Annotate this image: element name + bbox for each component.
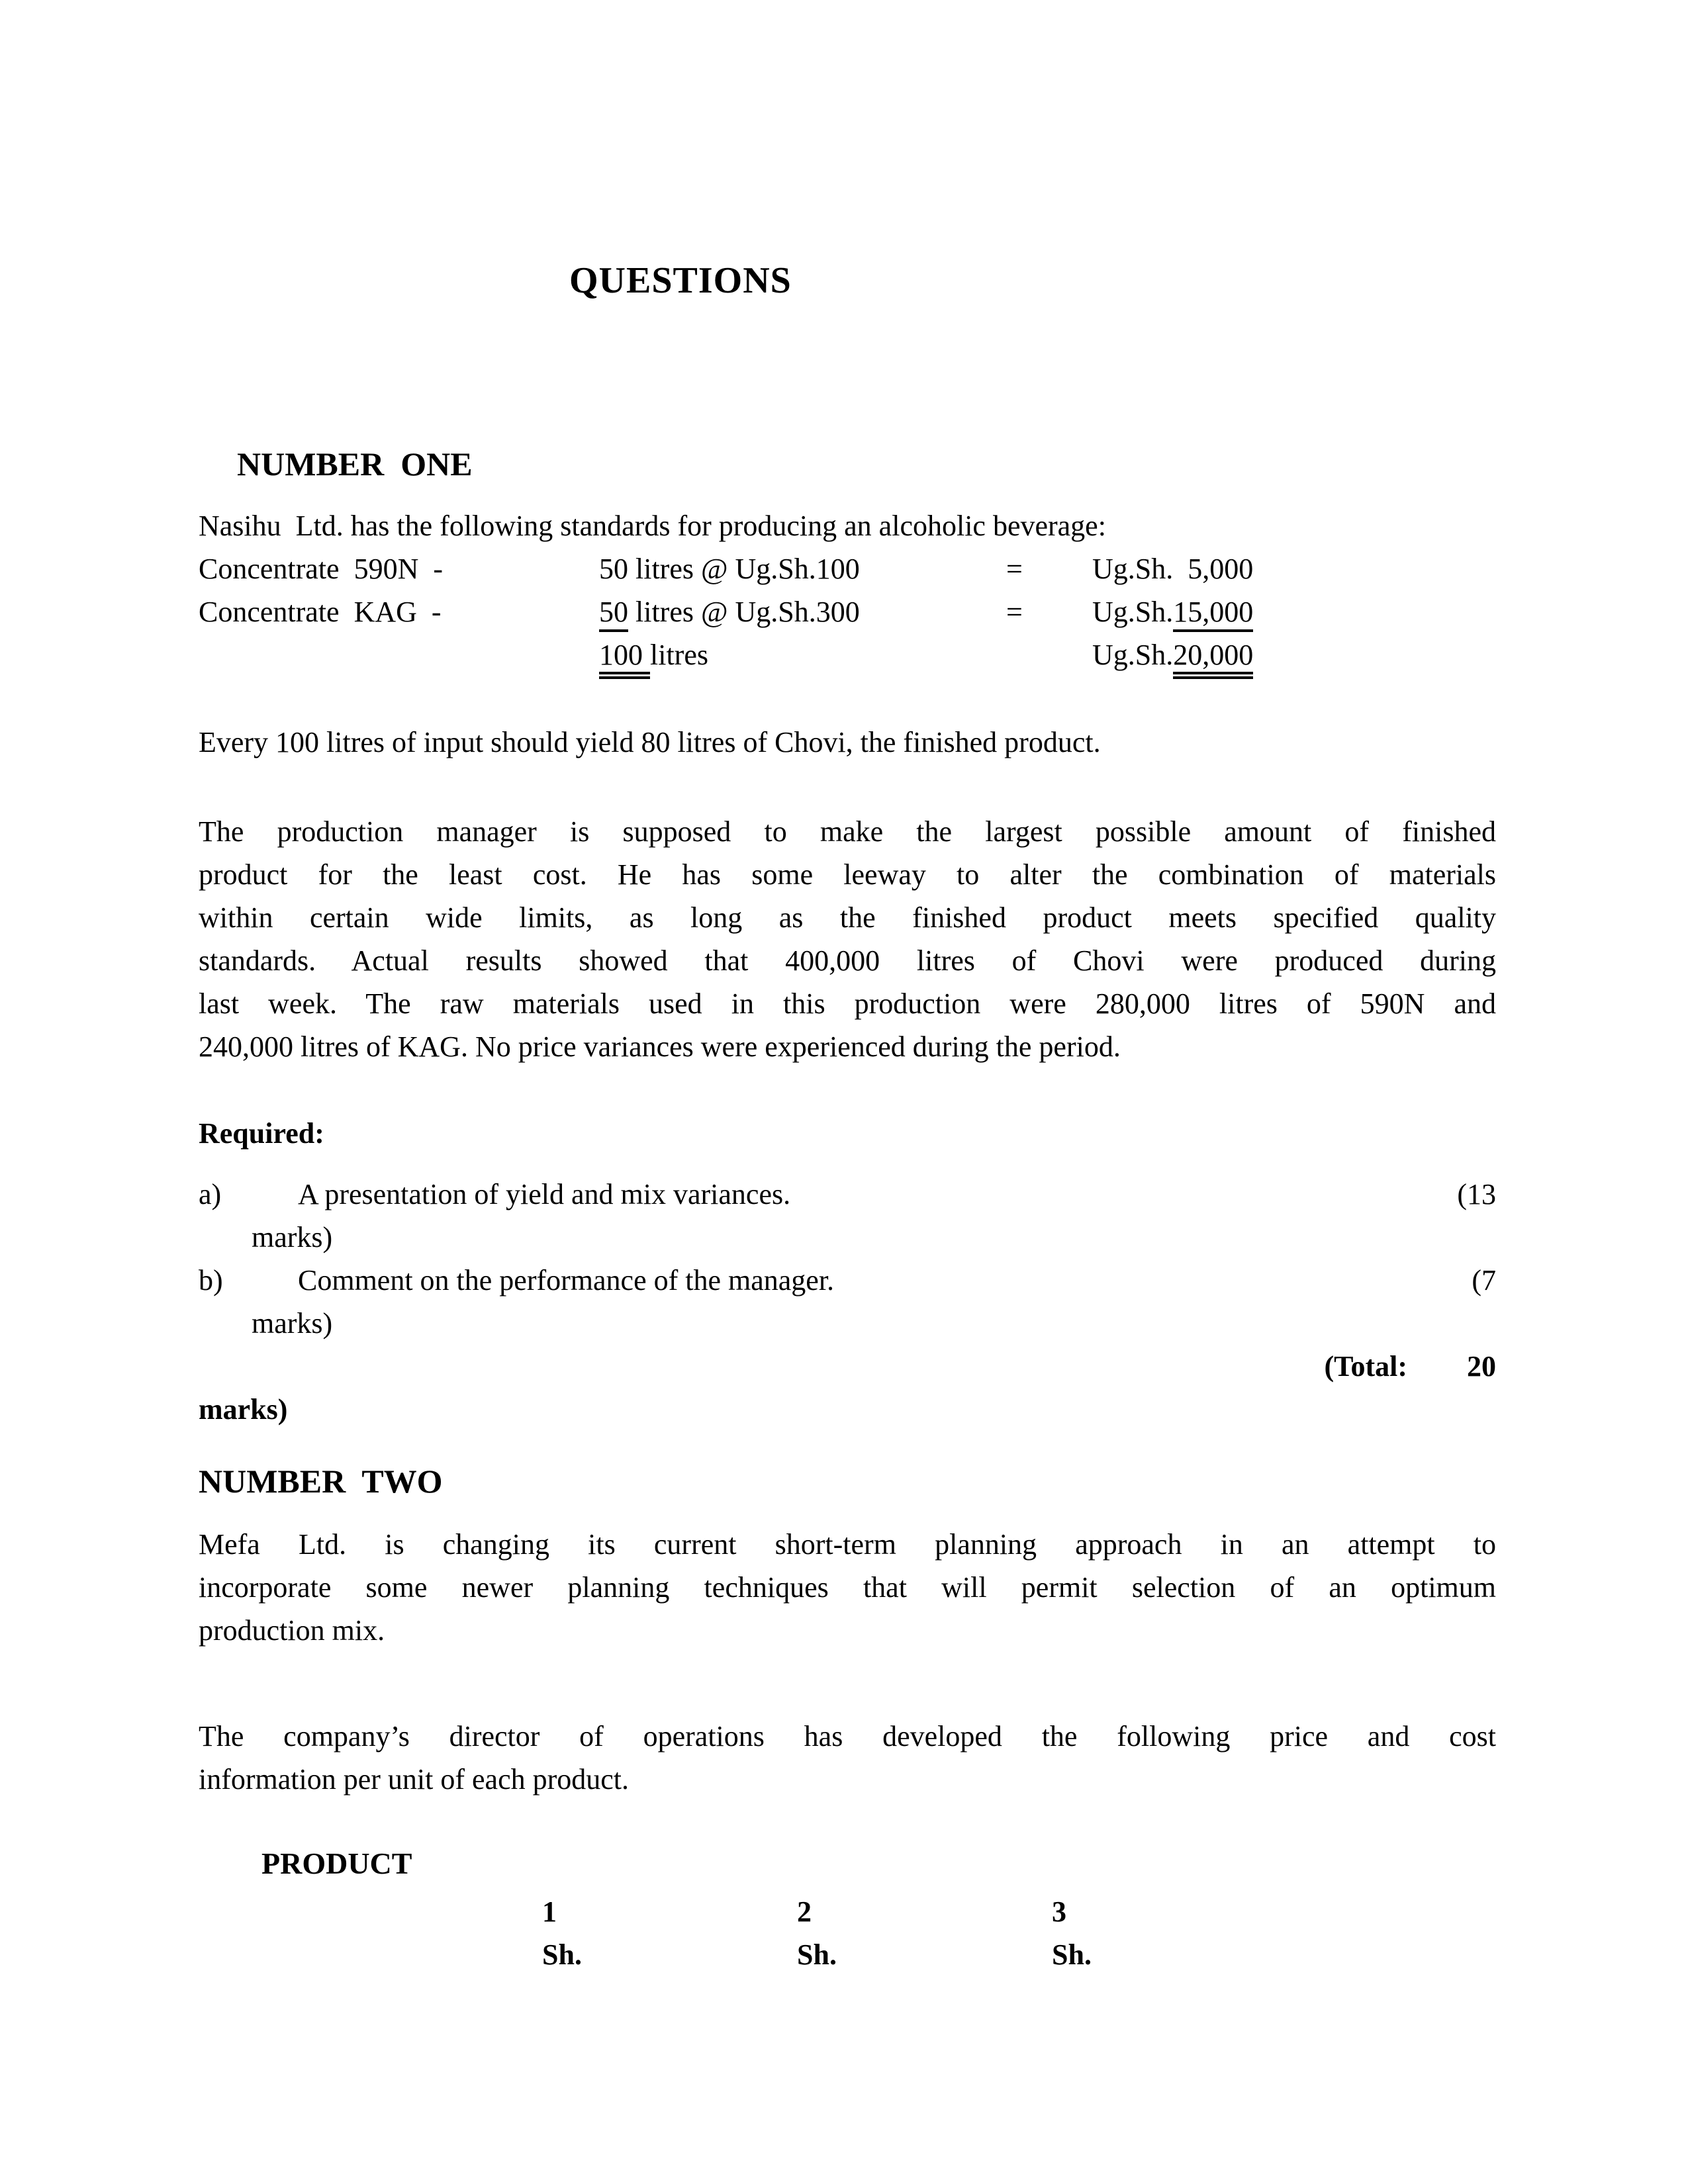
amount-cell [1092, 590, 1496, 633]
paragraph-line: information per unit of each product. [199, 1763, 630, 1796]
requirement-item-a [199, 1173, 1496, 1216]
paragraph-line: 240,000 litres of KAG. No price variances were experienced during the period. [199, 1030, 1121, 1064]
standards-row-total [199, 633, 1496, 679]
question-one-heading: NUMBER ONE [237, 445, 473, 482]
yield-note: Every 100 litres of input should yield 80 litres of Chovi, the finished product. [199, 726, 1101, 759]
quantity-cell [599, 590, 1006, 633]
double-underlined-quantity: 100 [599, 640, 650, 679]
item-letter: b) [199, 1264, 223, 1297]
paragraph-line: product for the least cost. He has some leeway to alter the combination of materials [199, 858, 1496, 891]
paragraph-line: incorporate some newer planning techniques that will permit selection of an optimum [199, 1571, 1496, 1604]
quantity-rest: litres [650, 639, 708, 671]
paragraph-line: within certain wide limits, as long as the finished product meets specified quality [199, 901, 1496, 934]
equals-sign [1006, 633, 1092, 679]
standards-row-kag [199, 590, 1496, 633]
product-column-2: 2 [797, 1895, 812, 1929]
mefa-paragraph [199, 1523, 1496, 1652]
item-marks-open: (13 [1457, 1178, 1496, 1211]
director-paragraph [199, 1715, 1496, 1801]
required-label: Required: [199, 1117, 324, 1150]
item-letter: a) [199, 1178, 222, 1211]
concentrate-label: Concentrate 590N - [199, 553, 443, 585]
paragraph-line: standards. Actual results showed that 400,000 litres of Chovi were produced during [199, 944, 1496, 978]
currency-prefix: Ug.Sh. [1092, 596, 1174, 628]
item-text: A presentation of yield and mix variances. [298, 1178, 791, 1211]
quantity-rest: litres @ Ug.Sh.300 [628, 596, 860, 628]
paragraph-line: The company’s director of operations has developed the following price and cost [199, 1720, 1496, 1753]
currency-prefix: Ug.Sh. [1092, 639, 1174, 671]
question-one-intro: Nasihu Ltd. has the following standards for producing an alcoholic beverage: [199, 510, 1106, 542]
total-marks-line [199, 1345, 1496, 1388]
question-two-heading: NUMBER TWO [199, 1463, 443, 1500]
concentrate-label [199, 633, 599, 679]
total-marks-wrap: marks) [199, 1393, 288, 1426]
paragraph-line: production mix. [199, 1614, 385, 1647]
paragraph-line: The production manager is supposed to make the largest possible amount of finished [199, 815, 1496, 848]
requirement-item-b [199, 1259, 1496, 1302]
product-column-3: 3 [1052, 1895, 1066, 1929]
product-units-row [199, 1933, 1496, 1976]
amount-cell: Ug.Sh. 5,000 [1092, 553, 1254, 585]
product-columns-row [199, 1890, 1496, 1933]
quantity-cell: 50 litres @ Ug.Sh.100 [599, 553, 860, 585]
product-unit-3: Sh. [1052, 1938, 1092, 1972]
equals-sign: = [1006, 553, 1023, 585]
document-title: QUESTIONS [569, 260, 792, 301]
standards-row-590n [199, 547, 1496, 590]
item-marks-wrap: marks) [252, 1221, 333, 1254]
product-column-1: 1 [542, 1895, 557, 1929]
product-unit-1: Sh. [542, 1938, 582, 1972]
quantity-cell [599, 633, 1006, 679]
double-underlined-amount: 20,000 [1173, 640, 1253, 679]
underlined-amount: 15,000 [1173, 597, 1253, 632]
amount-cell [1092, 633, 1496, 679]
item-text: Comment on the performance of the manager. [298, 1264, 835, 1297]
total-value: 20 [1467, 1350, 1496, 1383]
total-label: (Total: [1324, 1350, 1407, 1383]
paragraph-line: last week. The raw materials used in this production were 280,000 litres of 590N and [199, 987, 1496, 1021]
item-marks-wrap: marks) [252, 1307, 333, 1340]
product-label: PRODUCT [261, 1846, 412, 1881]
item-marks-open: (7 [1472, 1264, 1496, 1297]
production-paragraph [199, 810, 1496, 1068]
product-unit-2: Sh. [797, 1938, 837, 1972]
concentrate-label: Concentrate KAG - [199, 596, 442, 628]
paragraph-line: Mefa Ltd. is changing its current short-term planning approach in an attempt to [199, 1528, 1496, 1561]
equals-sign: = [1006, 596, 1023, 628]
standards-table [199, 547, 1496, 679]
underlined-quantity: 50 [599, 597, 628, 632]
